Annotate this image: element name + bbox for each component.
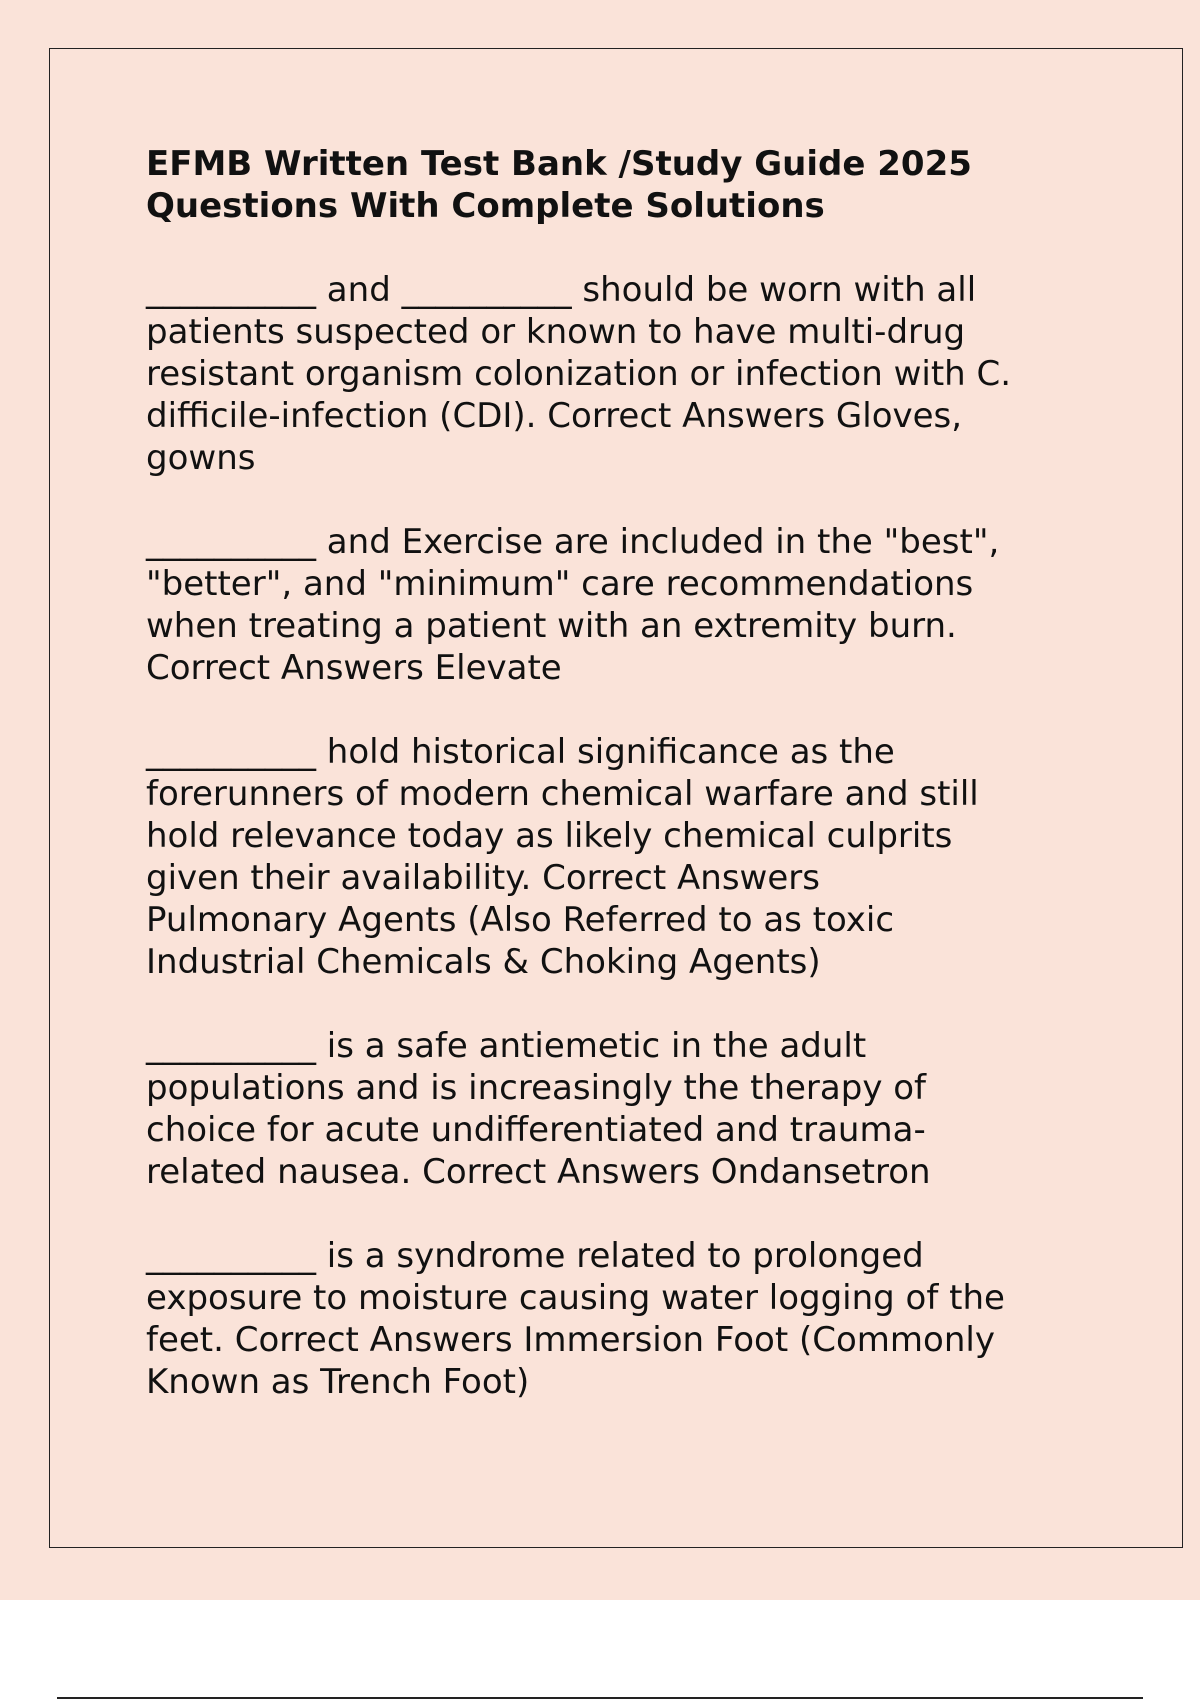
question-answer-item: __________ is a safe antiemetic in the adult populations and is increasingly the therapy of choice for acute undifferentiated and trauma- related nausea. Correct Answers Ondansetron — [146, 1026, 931, 1192]
document-title: EFMB Written Test Bank /Study Guide 2025 Questions With Complete Solutions — [146, 144, 972, 226]
page-divider — [57, 1697, 1143, 1699]
question-answer-item: __________ is a syndrome related to prolonged exposure to moisture causing water logging of the feet. Correct Answers Immersion Foot (Commonly Known as Trench Foot) — [146, 1236, 1005, 1402]
question-answer-item: __________ and __________ should be worn with all patients suspected or known to have multi-drug resistant organism colonization or infection with C. difficile-infection (CDI). Correct Answers Gloves, gowns — [146, 270, 1012, 478]
document-body — [146, 143, 1106, 1445]
question-answer-item: __________ and Exercise are included in the "best", "better", and "minimum" care recommendations when treating a patient with an extremity burn. Correct Answers Elevate — [146, 522, 1000, 688]
question-answer-item: __________ hold historical significance as the forerunners of modern chemical warfare and still hold relevance today as likely chemical culprits given their availability. Correct Answers Pulmonary Agents (Also Referred to as toxic Industrial Chemicals & Choking Agents) — [146, 732, 979, 982]
